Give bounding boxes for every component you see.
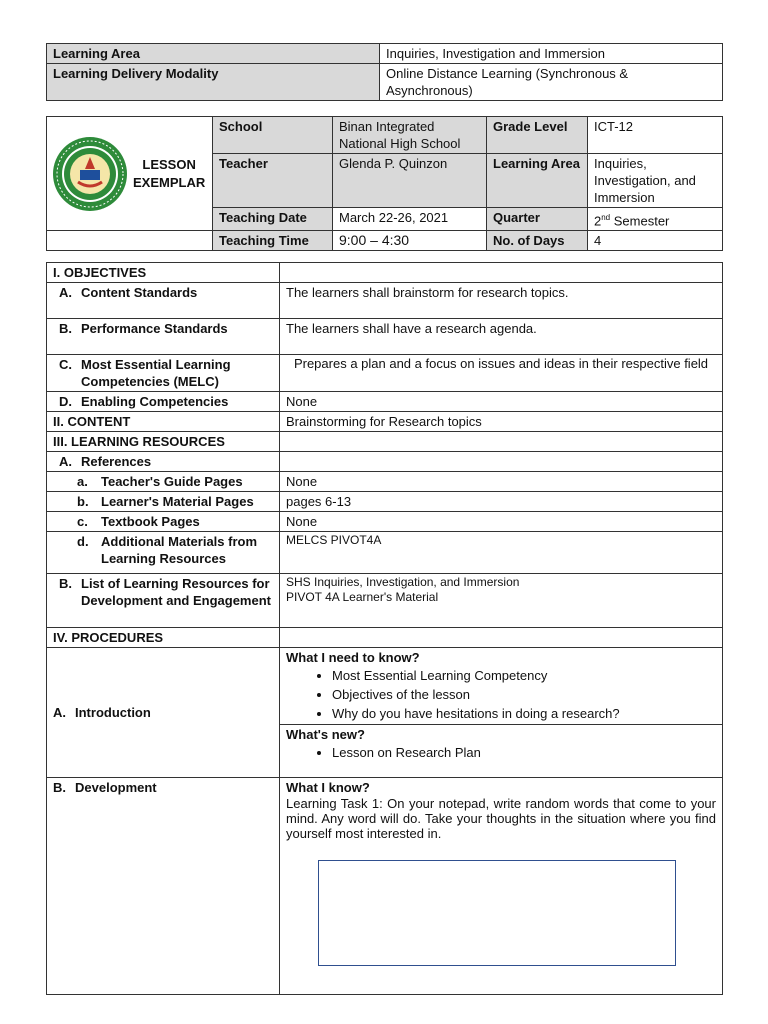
school-value: Binan Integrated National High School [333,117,487,154]
ref-textbook-label [47,512,280,532]
what-i-know-title: What I know? [286,780,370,795]
quarter-value [588,208,723,231]
teaching-date-label: Teaching Date [213,208,333,231]
logo-cell-bottom [47,231,213,251]
header-row-modality [47,64,723,101]
enabling-label [47,392,280,412]
ref-textbook-value: None [280,512,723,532]
teaching-time-value: 9:00 – 4:30 [333,231,487,251]
what-i-need-to-know [280,648,723,725]
ref-teachers-guide-value: None [280,472,723,492]
letter-d: D. [59,394,72,409]
references-blank [280,452,723,472]
enabling-value: None [280,392,723,412]
learning-area-label-2: Learning Area [487,154,588,208]
letter-c: C. [59,357,72,372]
content-standards-text: Content Standards [81,285,198,300]
objectives-blank [280,263,723,283]
no-of-days-label: No. of Days [487,231,588,251]
references-label [47,452,280,472]
enabling-text: Enabling Competencies [81,394,229,409]
info-table [46,116,723,251]
school-seal-icon [51,135,129,213]
ref-teachers-guide-label [47,472,280,492]
ref-letter-c: c. [77,514,88,529]
ref-additional-value: MELCS PIVOT4A [280,532,723,574]
development-text: Development [75,780,157,795]
no-of-days-value: 4 [588,231,723,251]
introduction-label [47,648,280,778]
new-title: What's new? [286,727,365,742]
melc-text: Most Essential Learning Competencies (MELC) [81,357,231,389]
school-label: School [213,117,333,154]
melc-label [47,355,280,392]
list-resources-line2: PIVOT 4A Learner's Material [286,590,439,604]
performance-standards-label [47,319,280,355]
list-resources-value [280,574,723,628]
quarter-sup: nd [601,213,611,222]
performance-standards-text: Performance Standards [81,321,228,336]
grade-level-value: ICT-12 [588,117,723,154]
procedures-heading: IV. PROCEDURES [47,628,280,648]
quarter-label: Quarter [487,208,588,231]
letter-b-list: B. [59,576,72,591]
quarter-num: 2 [594,213,602,229]
ref-letter-b: b. [77,494,89,509]
modality-label: Learning Delivery Modality [47,64,380,101]
exemplar-label: EXEMPLAR [133,174,206,190]
ref-teachers-guide-text: Teacher's Guide Pages [101,474,243,489]
content-value: Brainstorming for Research topics [280,412,723,432]
whats-new [280,725,723,778]
letter-a: A. [59,285,72,300]
list-resources-label [47,574,280,628]
teacher-value: Glenda P. Quinzon [333,154,487,208]
notepad-answer-box[interactable] [318,860,676,966]
learning-task-text: Learning Task 1: On your notepad, write random words that come to your mind. Any word will do. Take your thoughts in the situation where you find yourself most interested in. [286,796,716,841]
modality-value: Online Distance Learning (Synchronous & Asynchronous) [380,64,723,101]
new-item: • Lesson on Research Plan [332,743,716,762]
need-list [286,666,716,723]
list-resources-line1: SHS Inquiries, Investigation, and Immersion [286,575,520,589]
grade-level-label: Grade Level [487,117,588,154]
need-title: What I need to know? [286,650,420,665]
ref-learners-material-label [47,492,280,512]
teaching-time-label: Teaching Time [213,231,333,251]
letter-a-intro: A. [53,705,66,720]
melc-value-text: Prepares a plan and a focus on issues and ideas in their respective field [293,356,709,371]
content-standards-value: The learners shall brainstorm for research topics. [280,283,723,319]
header-row-learning-area [47,44,723,64]
performance-standards-value: The learners shall have a research agenda. [280,319,723,355]
ref-learners-material-value: pages 6-13 [280,492,723,512]
learning-resources-blank [280,432,723,452]
procedures-blank [280,628,723,648]
ref-learners-material-text: Learner's Material Pages [101,494,254,509]
list-resources-text: List of Learning Resources for Development and Engagement [81,576,271,608]
quarter-rest: Semester [610,213,670,229]
teaching-date-value: March 22-26, 2021 [333,208,487,231]
new-list [286,743,716,762]
introduction-text: Introduction [75,705,151,720]
letter-b: B. [59,321,72,336]
logo-cell [47,117,213,231]
lesson-label: LESSON [142,156,196,172]
need-item: • Objectives of the lesson [332,685,716,704]
letter-a-refs: A. [59,454,72,469]
ref-additional-label [47,532,280,574]
learning-area-value-2: Inquiries, Investigation, and Immersion [588,154,723,208]
learning-resources-heading: III. LEARNING RESOURCES [47,432,280,452]
header-table [46,43,723,101]
ref-textbook-text: Textbook Pages [101,514,200,529]
learning-area-label: Learning Area [47,44,380,64]
need-item: • Why do you have hesitations in doing a research? [332,704,716,723]
learning-area-value: Inquiries, Investigation and Immersion [380,44,723,64]
letter-b-dev: B. [53,780,66,795]
teacher-label: Teacher [213,154,333,208]
development-label [47,778,280,995]
ref-additional-text: Additional Materials from Learning Resources [101,534,258,566]
references-text: References [81,454,152,469]
ref-letter-a: a. [77,474,88,489]
ref-letter-d: d. [77,534,89,549]
objectives-heading: I. OBJECTIVES [47,263,280,283]
content-standards-label [47,283,280,319]
need-item: • Most Essential Learning Competency [332,666,716,685]
melc-value [280,355,723,392]
content-heading: II. CONTENT [47,412,280,432]
